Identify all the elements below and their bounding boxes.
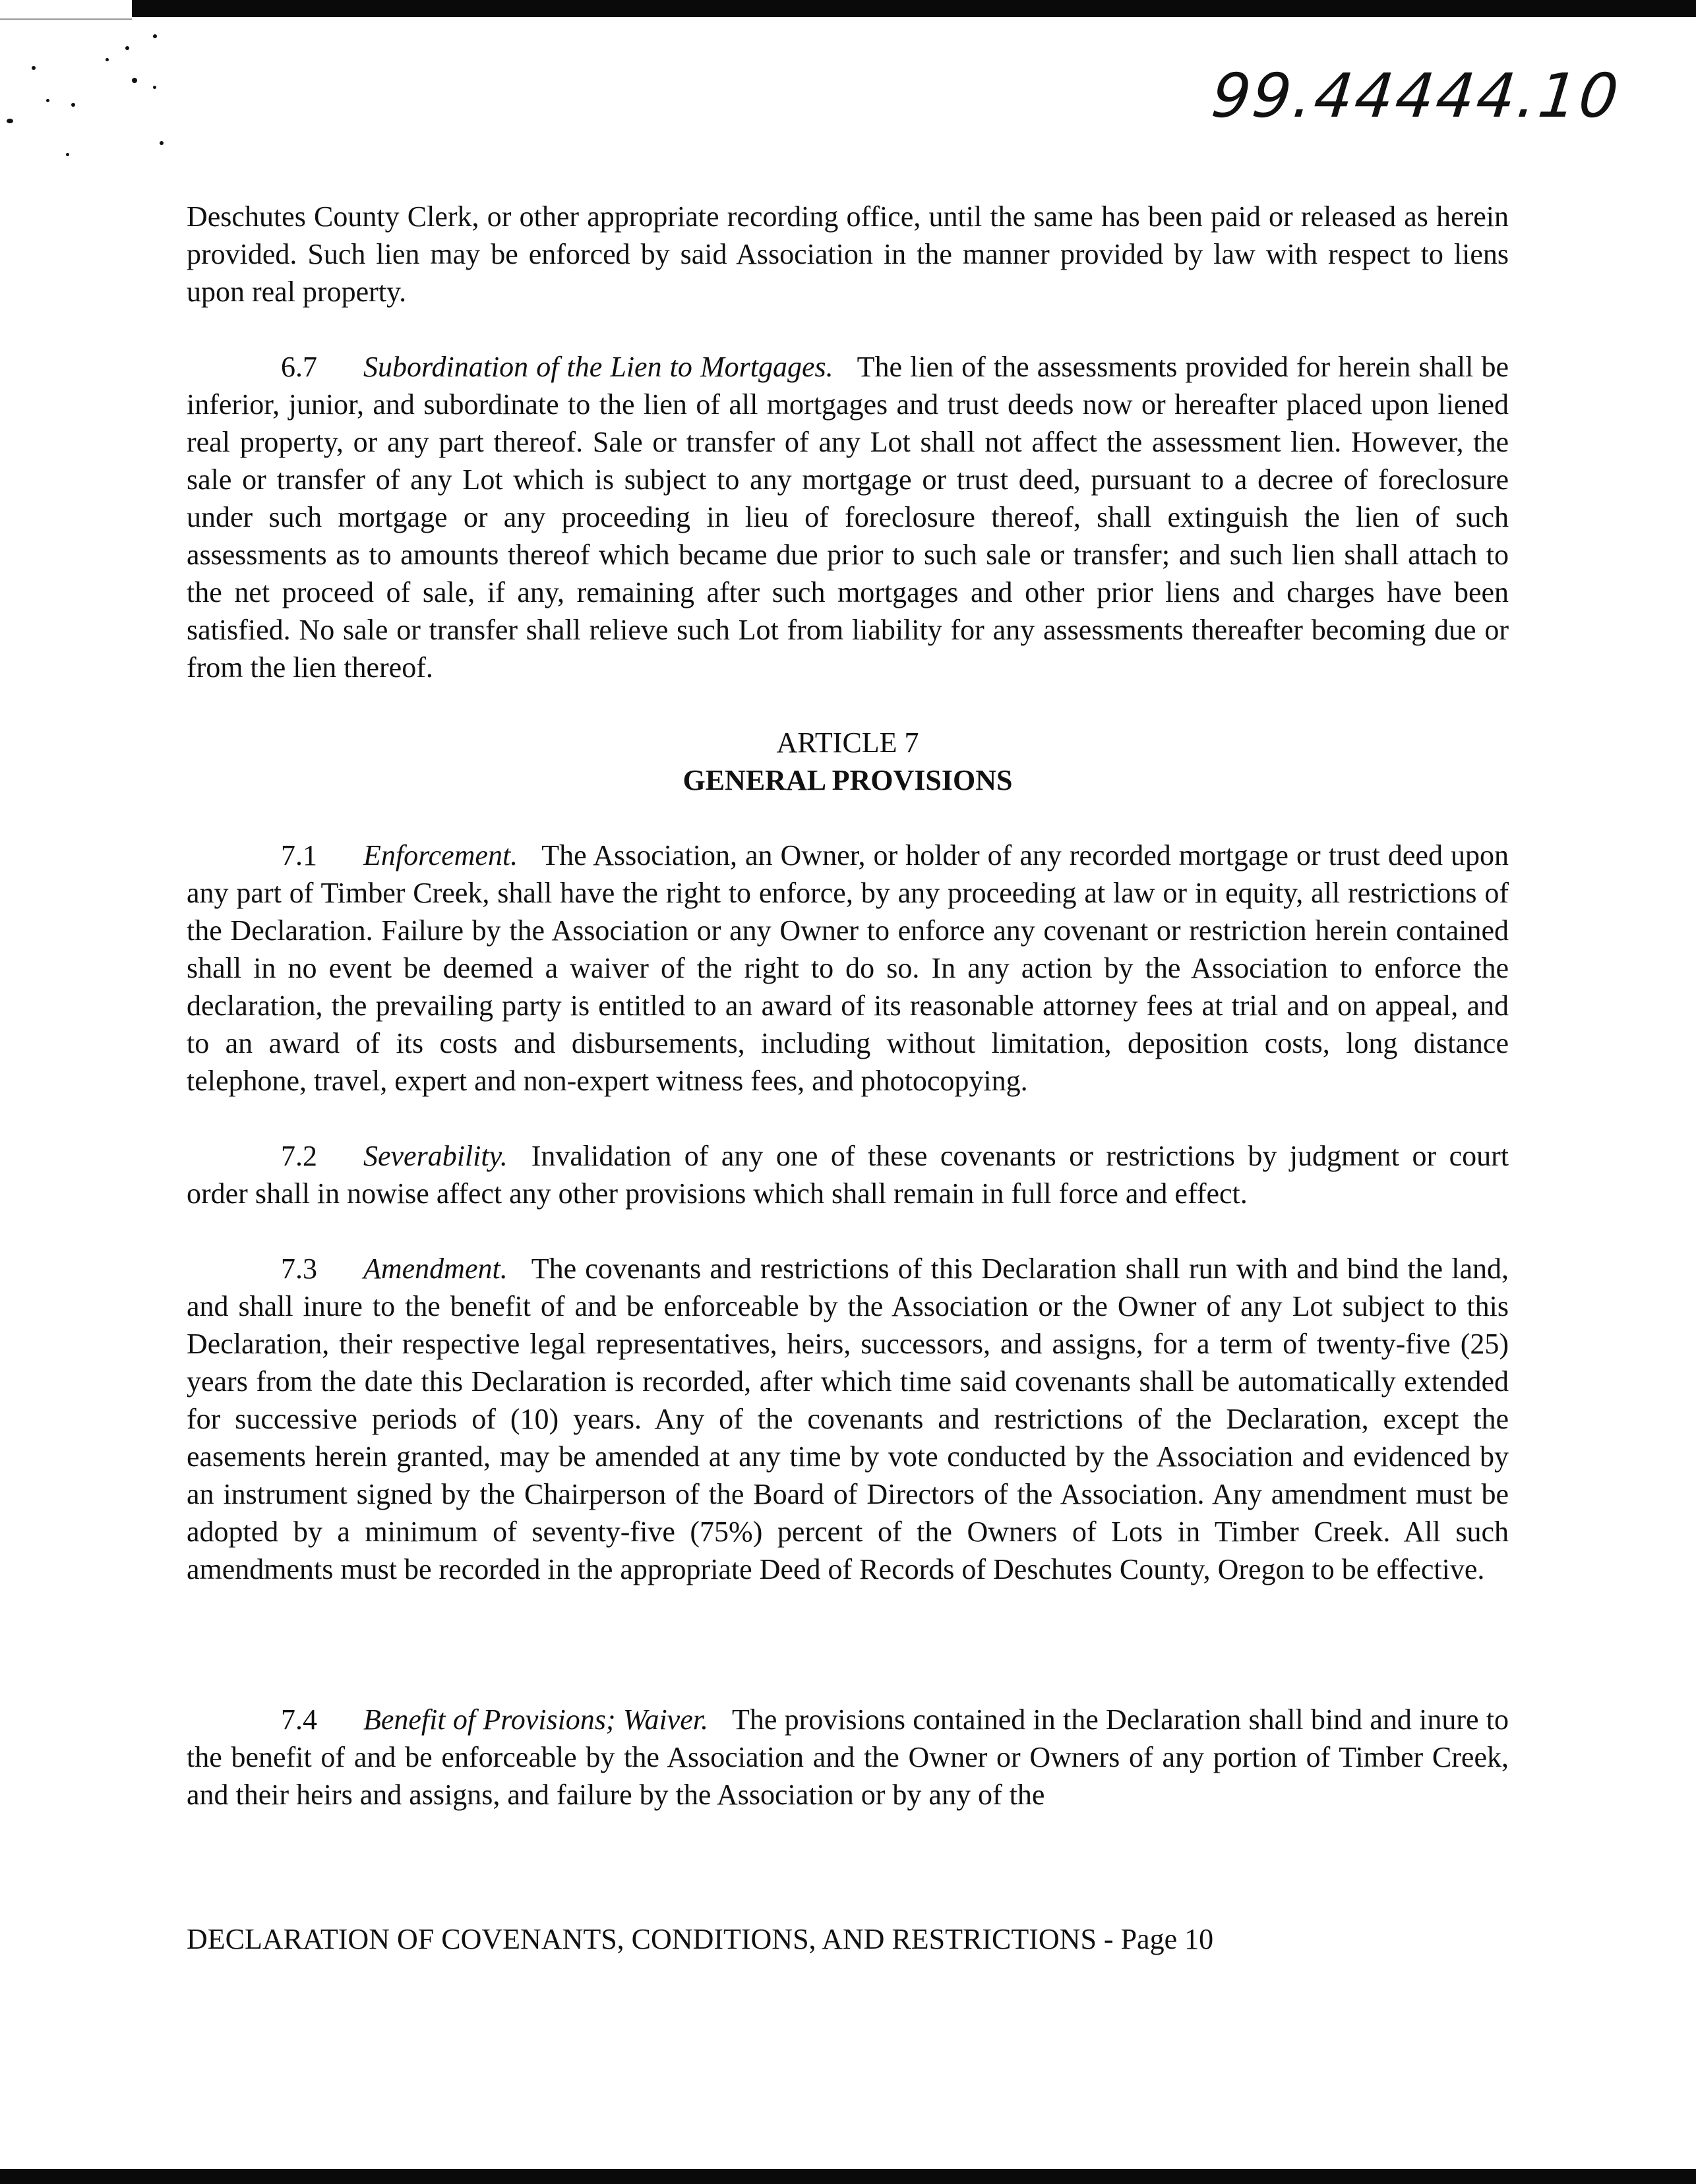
section-6-7 (187, 348, 1509, 686)
scan-speck (153, 34, 157, 38)
paragraph-intro: Deschutes County Clerk, or other appropriate recording office, until the same has been paid or released as herein provided. Such lien may be enforced by said Association in the manner provided by law with respect to liens upon real property. (187, 200, 1509, 308)
article-title: GENERAL PROVISIONS (682, 764, 1013, 796)
section-body: The provisions contained in the Declaration shall bind and inure to the benefit of and be enforceable by the Association and the Owner or Owners of any portion of Timber Creek, and their heirs and assigns, and failure by the Association or by any of the (187, 1703, 1509, 1811)
scan-top-border (132, 0, 1696, 17)
section-number: 7.1 (281, 839, 317, 871)
section-body: Invalidation of any one of these covenants or restrictions by judgment or court order shall in nowise affect any other provisions which shall remain in full force and effect. (187, 1140, 1509, 1210)
section-number: 7.2 (281, 1140, 317, 1172)
scan-speck (32, 66, 36, 70)
page-footer: DECLARATION OF COVENANTS, CONDITIONS, AND RESTRICTIONS - Page 10 (187, 1923, 1214, 1955)
article-label: ARTICLE 7 (776, 726, 919, 759)
section-title: Enforcement. (363, 839, 518, 871)
scan-speck (7, 119, 13, 123)
blank-space (187, 1588, 1509, 1701)
scan-speck (106, 58, 109, 61)
section-7-3 (187, 1250, 1509, 1588)
section-title: Severability. (363, 1140, 508, 1172)
section-title: Benefit of Provisions; Waiver. (363, 1703, 708, 1736)
section-number: 6.7 (281, 351, 317, 383)
section-body: The covenants and restrictions of this Declaration shall run with and bind the land, and shall inure to the benefit of and be enforceable by the Association or the Owner of any Lot subject to this Declaration, their respective legal representatives, heirs, successors, and assigns, for a term of twenty-five (25) years from the date this Declaration is recorded, after which time said covenants shall be automatically extended for successive periods of (10) years. Any of the covenants and restrictions of the Declaration, except the easements herein granted, may be amended at any time by vote conducted by the Association and evidenced by an instrument signed by the Chairperson of the Board of Directors of the Association. Any amendment must be adopted by a minimum of seventy-five (75%) percent of the Owners of Lots in Timber Creek. All such amendments must be recorded in the appropriate Deed of Records of Deschutes County, Oregon to be effective. (187, 1253, 1509, 1585)
scan-speck (66, 153, 69, 156)
section-body: The lien of the assessments provided for herein shall be inferior, junior, and subordinate to the lien of all mortgages and trust deeds now or hereafter placed upon liened real property, or any part thereof. Sale or transfer of any Lot shall not affect the assessment lien. However, the sale or transfer of any Lot which is subject to any mortgage or trust deed, pursuant to a decree of foreclosure under such mortgage or any proceeding in lieu of foreclosure thereof, shall extinguish the lien of such assessments as to amounts thereof which became due prior to such sale or transfer; and such lien shall attach to the net proceed of sale, if any, remaining after such mortgages and other prior liens and charges have been satisfied. No sale or transfer shall relieve such Lot from liability for any assessments thereafter becoming due or from the lien thereof. (187, 351, 1509, 684)
section-7-1 (187, 837, 1509, 1100)
section-title: Subordination of the Lien to Mortgages. (363, 351, 833, 383)
scan-top-dashed-edge (0, 18, 132, 20)
section-7-2 (187, 1137, 1509, 1212)
scan-speck (125, 46, 129, 50)
section-body: The Association, an Owner, or holder of any recorded mortgage or trust deed upon any part of Timber Creek, shall have the right to enforce, by any proceeding at law or in equity, all restrictions of the Declaration. Failure by the Association or any Owner to enforce any covenant or restriction herein contained shall in no event be deemed a waiver of the right to do so. In any action by the Association to enforce the declaration, the prevailing party is entitled to an award of its reasonable attorney fees at trial and on appeal, and to an award of its costs and disbursements, including without limitation, deposition costs, long distance telephone, travel, expert and non-expert witness fees, and photocopying. (187, 839, 1509, 1097)
scan-speck (71, 103, 75, 107)
section-title: Amendment. (363, 1253, 508, 1285)
scan-speck (153, 86, 156, 89)
section-number: 7.4 (281, 1703, 317, 1736)
scan-speck (46, 99, 49, 102)
section-number: 7.3 (281, 1253, 317, 1285)
section-7-4 (187, 1701, 1509, 1814)
scan-bottom-border (0, 2169, 1696, 2184)
scan-speck (132, 78, 137, 83)
document-body (187, 198, 1509, 1814)
handwritten-document-number: 99.44444.10 (1208, 61, 1623, 131)
article-heading (187, 724, 1509, 799)
scan-speck (160, 141, 164, 145)
